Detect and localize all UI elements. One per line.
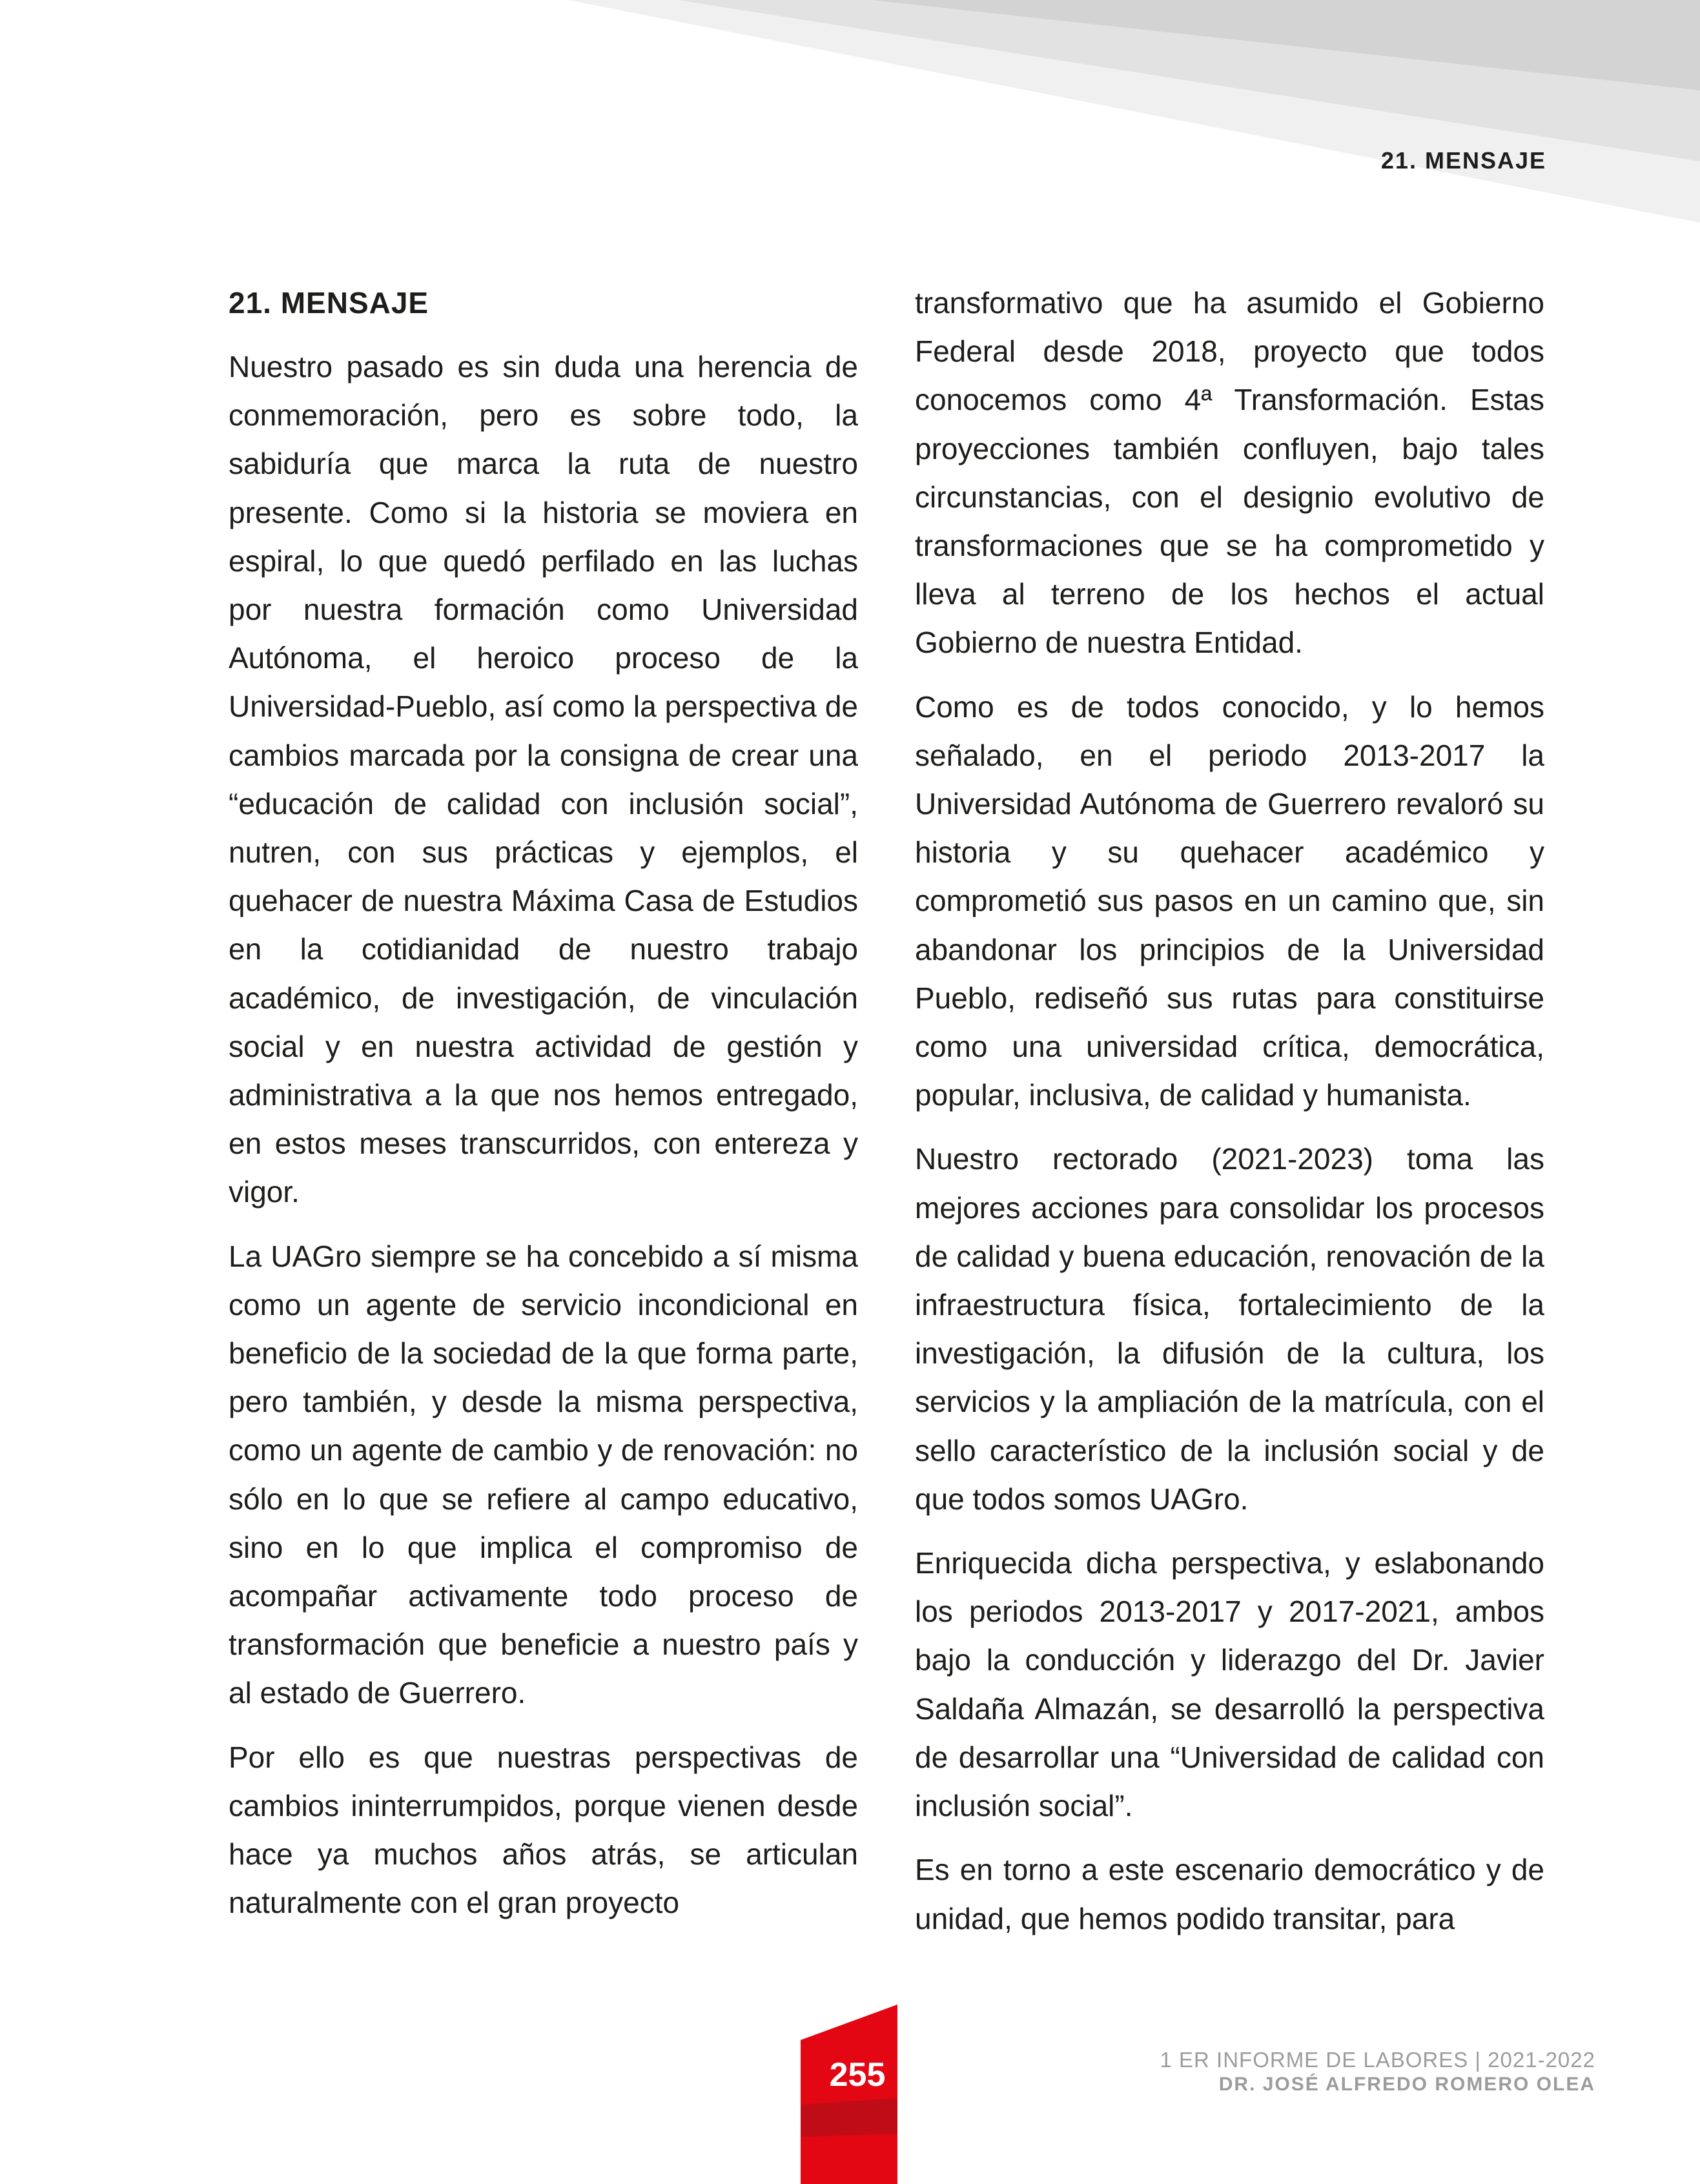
page-number: 255 — [829, 2056, 886, 2094]
footer-author: DR. JOSÉ ALFREDO ROMERO OLEA — [1218, 2074, 1595, 2095]
page-number-tab — [801, 2005, 897, 2184]
paragraph: Como es de todos conocido, y lo hemos señalado, en el periodo 2013-2017 la Universidad Autónoma de Guerrero revaloró su historia y su quehacer académico y comprometió sus pasos en un camino que, sin abandonar los principios de la Universidad Pueblo, rediseñó sus rutas para constituirse como una universidad crítica, democrática, popular, inclusiva, de calidad y humanista. — [915, 689, 1544, 1112]
left-column — [229, 279, 858, 1943]
section-title: 21. MENSAJE — [229, 286, 429, 320]
paragraph: Nuestro rectorado (2021-2023) toma las mejores acciones para consolidar los procesos de calidad y buena educación, renovación de la infraestructura física, fortalecimiento de la investigación, la difusión de la cultura, los servicios y la ampliación de la matrícula, con el sello característico de la inclusión social y de que todos somos UAGro. — [915, 1142, 1544, 1516]
page-number-tab-shadow — [801, 2098, 897, 2137]
paragraph: Nuestro pasado es sin duda una herencia de conmemoración, pero es sobre todo, la sabiduría que marca la ruta de nuestro presente. Como si la historia se moviera en espiral, lo que quedó perfilado en las luchas por nuestra formación como Universidad Autónoma, el heroico proceso de la Universidad-Pueblo, así como la perspectiva de cambios marcada por la consigna de crear una “educación de calidad con inclusión social”, nutren, con sus prácticas y ejemplos, el quehacer de nuestra Máxima Casa de Estudios en la cotidianidad de nuestro trabajo académico, de investigación, de vinculación social y en nuestra actividad de gestión y administrativa a la que nos hemos entregado, en estos meses transcurridos, con entereza y vigor. — [229, 350, 858, 1209]
paragraph: La UAGro siempre se ha concebido a sí misma como un agente de servicio incondicional en beneficio de la sociedad de la que forma parte, pero también, y desde la misma perspectiva, como un agente de cambio y de renovación: no sólo en lo que se refiere al campo educativo, sino en lo que implica el compromiso de acompañar activamente todo proceso de transformación que beneficie a nuestro país y al estado de Guerrero. — [229, 1239, 858, 1710]
paragraph: Es en torno a este escenario democrático y de unidad, que hemos podido transitar, para — [915, 1853, 1544, 1935]
footer-credits — [1160, 2048, 1596, 2097]
paragraph: Enriquecida dicha perspectiva, y eslabonando los periodos 2013-2017 y 2017-2021, ambos bajo la conducción y liderazgo del Dr. Javier Saldaña Almazán, se desarrolló la perspectiva de desarrollar una “Universidad de calidad con inclusión social”. — [915, 1546, 1544, 1823]
paragraph: Por ello es que nuestras perspectivas de cambios ininterrumpidos, porque vienen desde hace ya muchos años atrás, se articulan naturalmente con el gran proyecto — [229, 1740, 858, 1920]
right-column — [915, 279, 1544, 1959]
paragraph: transformativo que ha asumido el Gobierno Federal desde 2018, proyecto que todos conocemos como 4ª Transformación. Estas proyecciones también confluyen, bajo tales circunstancias, con el designio evolutivo de transformaciones que se ha comprometido y lleva al terreno de los hechos el actual Gobierno de nuestra Entidad. — [915, 286, 1544, 660]
footer-report-title: 1 ER INFORME DE LABORES | 2021-2022 — [1160, 2048, 1595, 2072]
running-head: 21. MENSAJE — [1380, 147, 1546, 174]
